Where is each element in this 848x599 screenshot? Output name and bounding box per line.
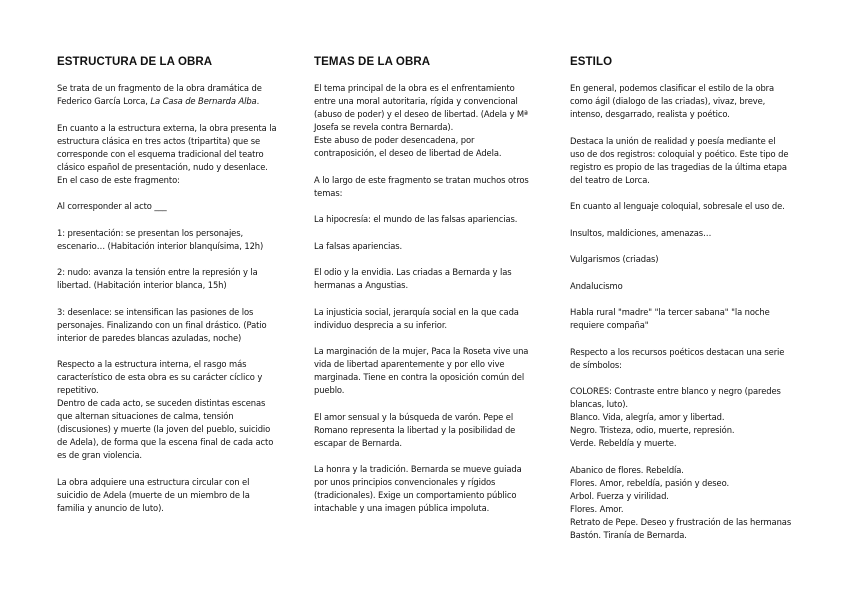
- paragraph: Insultos, maldiciones, amenazas…: [570, 227, 712, 238]
- paragraph: Abanico de flores. Rebeldía. Flores. Amor, rebeldía, pasión y deseo. Arbol. Fuerza y virilidad. Flores. Amor. Retrato de Pepe. Deseo y frustración de las hermanas Bastón. Tiranía de Bernarda.: [570, 464, 792, 540]
- paragraph: Destaca la unión de realidad y poesía mediante el uso de dos registros: coloquial y poético. Este tipo de registro es propio de las tragedias de la última etapa del teatro de Lorca.: [570, 135, 789, 185]
- paragraph: En cuanto al lenguaje coloquial, sobresale el uso de.: [570, 201, 785, 211]
- paragraph: La honra y la tradición. Bernarda se mueve guiada por unos principios convencionales y rígidos (tradicionales). Exige un comportamiento público intachable y una imagen pública impoluta.: [314, 464, 522, 513]
- paragraph: En cuanto a la estructura externa, la obra presenta la estructura clásica en tres actos (tripartita) que se corresponde con el esquema tradicional del teatro clásico español de presentación, nudo y desenlace. En el caso de este fragmento:: [57, 122, 277, 185]
- paragraph: La injusticia social, jerarquía social en la que cada individuo desprecia a su inferior.: [314, 306, 519, 330]
- paragraph-text: .: [256, 96, 260, 106]
- paragraph: El amor sensual y la búsqueda de varón. Pepe el Romano representa la libertad y la posibilidad de escapar de Bernarda.: [314, 411, 516, 448]
- paragraph: La hipocresía: el mundo de las falsas apariencias.: [314, 214, 518, 224]
- paragraph: [57, 82, 279, 108]
- section-title-estilo: ESTILO: [570, 56, 613, 68]
- paragraph: La obra adquiere una estructura circular con el suicidio de Adela (muerte de un miembro de la familia y anuncio de luto).: [57, 476, 250, 513]
- paragraph: El tema principal de la obra es el enfrentamiento entre una moral autoritaria, rígida y convencional (abuso de poder) y el deseo de libertad. (Adela y Mª Josefa se revela contra Bernarda). Este abuso de poder desencadena, por contraposición, el deseo de libertad de Adela.: [314, 83, 528, 158]
- paragraph: Respecto a los recursos poéticos destacan una serie de símbolos:: [570, 346, 785, 370]
- paragraph: Vulgarismos (criadas): [570, 254, 659, 264]
- paragraph: 3: desenlace: se intensifican las pasiones de los personajes. Finalizando con un final drástico. (Patio interior de paredes blancas azuladas, noche): [57, 306, 267, 343]
- paragraph: Andalucismo: [570, 280, 623, 291]
- paragraph: El odio y la envidia. Las criadas a Bernarda y las hermanas a Angustias.: [314, 267, 512, 290]
- column-temas: [314, 56, 536, 529]
- section-title-temas: TEMAS DE LA OBRA: [314, 56, 431, 68]
- paragraph: 2: nudo: avanza la tensión entre la represión y la libertad. (Habitación interior blanca, 15h): [57, 267, 258, 290]
- paragraph: La falsas apariencias.: [314, 240, 403, 251]
- paragraph: Respecto a la estructura interna, el rasgo más característico de esta obra es su carácter cíclico y repetitivo. Dentro de cada acto, se suceden distintas escenas que alternan situaciones de calma, tensión (discusiones) y muerte (la joven del pueblo, suicidio de Adela), de forma que la escena final de cada acto es de gran violencia.: [57, 359, 274, 460]
- paragraph: Habla rural "madre" "la tercer sabana" "la noche requiere compaña": [570, 307, 770, 330]
- paragraph: La marginación de la mujer, Paca la Roseta vive una vida de libertad aparentemente y por ello vive marginada. Tiene en contra la oposición común del pueblo.: [314, 346, 529, 395]
- paragraph: En general, podemos clasificar el estilo de la obra como ágil (dialogo de las criadas), vivaz, breve, intenso, desgarrado, realista y poético.: [570, 83, 775, 119]
- paragraph: Al corresponder al acto ___: [57, 201, 167, 211]
- column-estilo: [570, 56, 792, 555]
- paragraph: COLORES: Contraste entre blanco y negro (paredes blancas, luto). Blanco. Vida, alegría, amor y libertad. Negro. Tristeza, odio, muerte, represión. Verde. Rebeldía y muerte.: [570, 386, 781, 448]
- work-title: La Casa de Bernarda Alba: [150, 96, 257, 106]
- paragraph: 1: presentación: se presentan los personajes, escenario… (Habitación interior blanquísima, 12h): [57, 227, 264, 251]
- paragraph-text: Se trata de un fragmento de la obra dramática de Federico García Lorca,: [57, 83, 262, 106]
- column-estructura: [57, 56, 279, 528]
- section-title-estructura: ESTRUCTURA DE LA OBRA: [57, 56, 213, 68]
- paragraph: A lo largo de este fragmento se tratan muchos otros temas:: [314, 174, 529, 198]
